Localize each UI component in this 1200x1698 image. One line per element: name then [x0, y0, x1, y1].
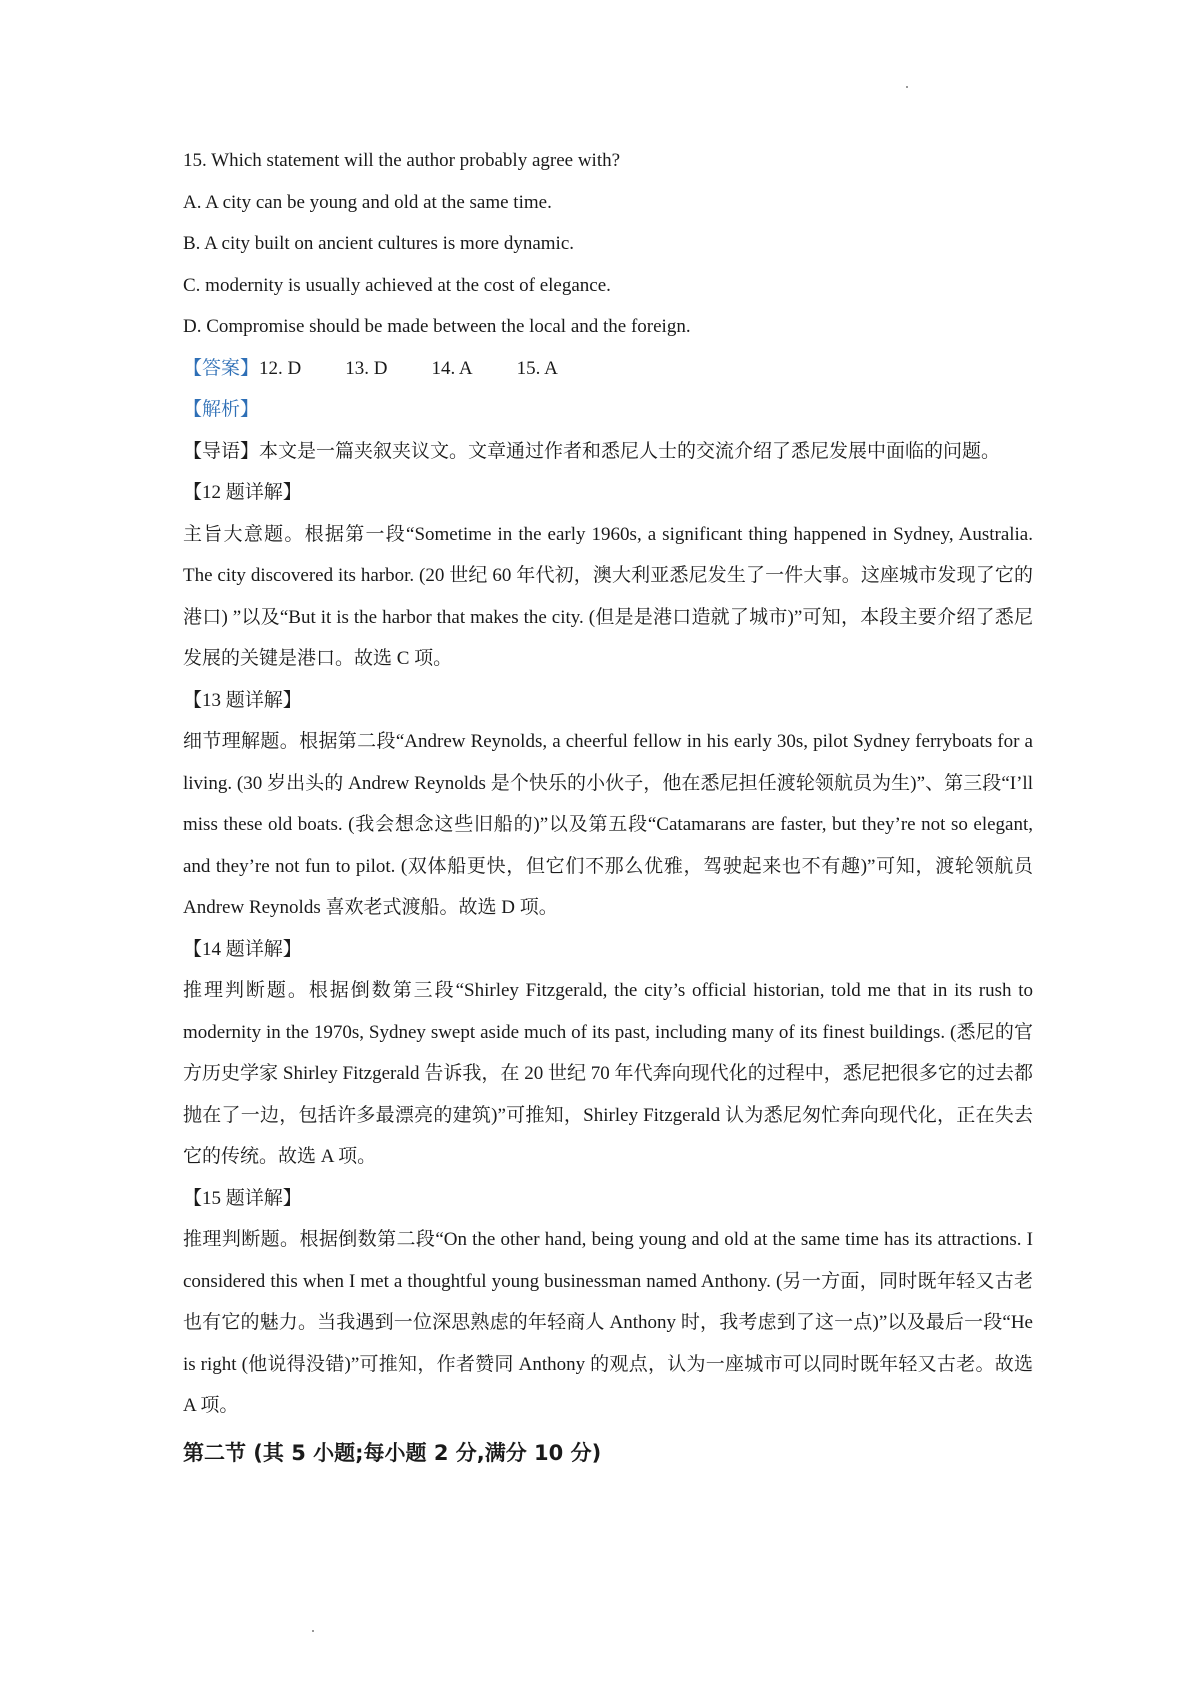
answer-item: 14. A [431, 357, 473, 379]
detail-heading-14: 【14 题详解】 [183, 938, 302, 960]
answer-label: 【答案】 [183, 357, 260, 379]
detail-text-12: 主旨大意题。根据第一段“Sometime in the early 1960s, a significant thing happened in Sydney, Australia. The city discovered its harbor. (20 世纪 60 年代初，澳大利亚悉尼发生了一件大事。这座城市发现了它的港口) ”以及“But it is the harbor that makes the city. (但是是港口造就了城市)”可知，本段主要介绍了悉尼发展的关键是港口。故选 C 项。 [183, 523, 1033, 669]
section-title: 第二节 (其 5 小题;每小题 2 分,满分 10 分) [183, 1440, 602, 1465]
answer-line [183, 348, 1033, 390]
question-stem: 15. Which statement will the author probably agree with? [183, 150, 621, 171]
answer-item: 13. D [345, 357, 388, 379]
detail-text-15: 推理判断题。根据倒数第二段“On the other hand, being young and old at the same time has its attractions. I considered this when I met a thoughtful young businessman named Anthony. (另一方面，同时既年轻又古老也有它的魅力。当我遇到一位深思熟虑的年轻商人 Anthony 时，我考虑到了这一点)”以及最后一段“He is right (他说得没错)”可推知，作者赞同 Anthony 的观点，认为一座城市可以同时既年轻又古老。故选 A 项。 [183, 1229, 1033, 1416]
document-page [183, 140, 1033, 1475]
scan-speck [312, 1630, 314, 1632]
answer-item: 15. A [516, 357, 558, 379]
answer-item: 12. D [259, 357, 302, 379]
detail-heading-13: 【13 题详解】 [183, 689, 302, 711]
option-d: D. Compromise should be made between the local and the foreign. [183, 316, 691, 337]
option-a: A. A city can be young and old at the same time. [183, 191, 552, 213]
scan-speck [906, 86, 908, 88]
analysis-label: 【解析】 [183, 399, 260, 420]
detail-heading-15: 【15 题详解】 [183, 1187, 302, 1209]
option-c: C. modernity is usually achieved at the cost of elegance. [183, 274, 611, 296]
detail-text-13: 细节理解题。根据第二段“Andrew Reynolds, a cheerful fellow in his early 30s, pilot Sydney ferryboats for a living. (30 岁出头的 Andrew Reynolds 是个快乐的小伙子，他在悉尼担任渡轮领航员为生)”、第三段“I’ll miss these old boats. (我会想念这些旧船的)”以及第五段“Catamarans are faster, but they’re not so elegant, and they’re not fun to pilot. (双体船更快，但它们不那么优雅，驾驶起来也不有趣)”可知，渡轮领航员 Andrew Reynolds 喜欢老式渡船。故选 D 项。 [183, 731, 1033, 918]
intro-paragraph: 【导语】本文是一篇夹叙夹议文。文章通过作者和悉尼人士的交流介绍了悉尼发展中面临的问题。 [183, 440, 1001, 462]
detail-heading-12: 【12 题详解】 [183, 482, 302, 503]
detail-text-14: 推理判断题。根据倒数第三段“Shirley Fitzgerald, the city’s official historian, told me that in its rush to modernity in the 1970s, Sydney swept aside much of its past, including many of its finest buildings. (悉尼的官方历史学家 Shirley Fitzgerald 告诉我，在 20 世纪 70 年代奔向现代化的过程中，悉尼把很多它的过去都抛在了一边，包括许多最漂亮的建筑)”可推知，Shirley Fitzgerald 认为悉尼匆忙奔向现代化，正在失去它的传统。故选 A 项。 [183, 980, 1033, 1167]
option-b: B. A city built on ancient cultures is more dynamic. [183, 233, 575, 254]
